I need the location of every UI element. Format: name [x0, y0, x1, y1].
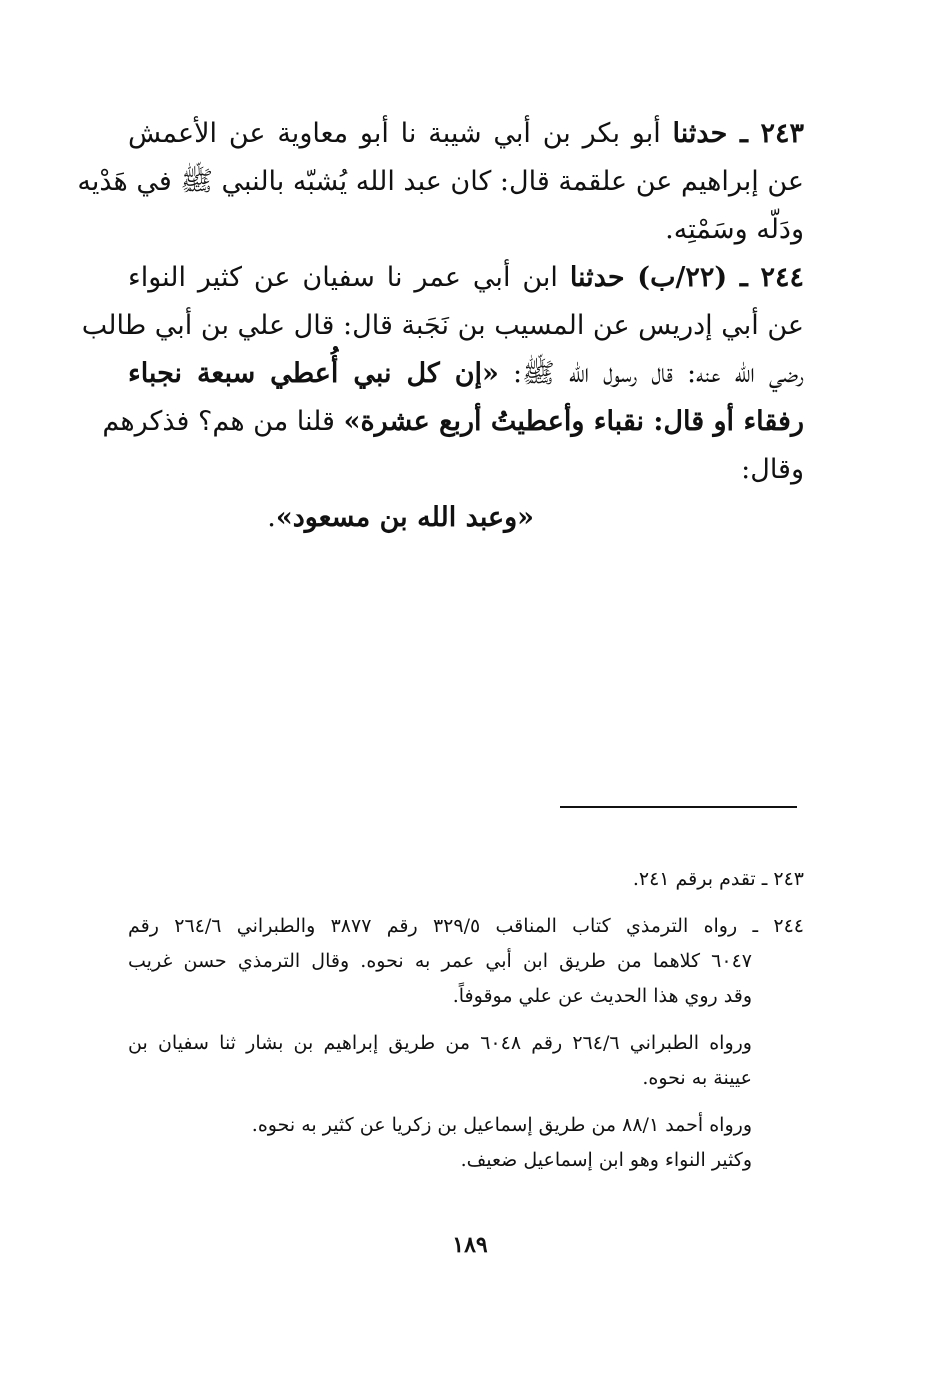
- main-text: [77, 110, 804, 542]
- text-line: [128, 110, 804, 158]
- text-span: ابن أبي عمر نا سفيان عن كثير النواء: [128, 262, 570, 293]
- hadith-number: ٢٤٣ ـ: [727, 118, 804, 149]
- hadith-keyword: حدثنا: [672, 118, 728, 149]
- text-span: ودَلّه وسَمْتِه.: [665, 214, 804, 245]
- text-span: وقال:: [741, 454, 804, 485]
- footnotes: [128, 862, 804, 1178]
- footnote-line: ورواه أحمد ٨٨/١ من طريق إسماعيل بن زكريا عن كثير به نحوه.: [251, 1114, 752, 1136]
- hadith-243: [77, 110, 804, 254]
- text-span: رضي الله عنه: قال رسول الله ﷺ:: [498, 358, 804, 389]
- footnote-243: [128, 862, 804, 897]
- footnote-line: ٢٤٣ ـ تقدم برقم ٢٤١.: [632, 868, 804, 890]
- quote-span: «إن كل نبي أُعطي سبعة نجباء: [128, 358, 499, 389]
- footnote-line: وقد روي هذا الحديث عن علي موقوفاً.: [452, 985, 752, 1007]
- page-number: ١٨٩: [452, 1232, 488, 1258]
- footnote-line: عيينة به نحوه.: [642, 1067, 752, 1089]
- text-line: [128, 254, 804, 302]
- text-line: [77, 158, 804, 206]
- text-span: أبو بكر بن أبي شيبة نا أبو معاوية عن الأعمش: [128, 118, 673, 149]
- footnote-244-ahmad: [128, 1108, 804, 1178]
- footnote-gap: [128, 897, 804, 909]
- footnote-separator: [560, 806, 797, 808]
- text-line: [81, 302, 804, 350]
- footnote-244: [128, 909, 804, 1014]
- text-span: قلنا من هم؟ فذكرهم: [102, 406, 344, 437]
- footnote-line: وكثير النواء وهو ابن إسماعيل ضعيف.: [460, 1149, 752, 1171]
- footnote-gap: [128, 1014, 804, 1026]
- footnote-gap: [128, 1096, 804, 1108]
- footnote-line: ٢٤٤ ـ رواه الترمذي كتاب المناقب ٣٢٩/٥ رقم ٣٨٧٧ والطبراني ٢٦٤/٦ رقم: [128, 915, 805, 937]
- hadith-keyword: حدثنا: [569, 262, 625, 293]
- quote-span: رفقاء أو قال: نقباء وأعطيتُ أربع عشرة»: [343, 406, 804, 437]
- text-line: [128, 350, 804, 398]
- footnote-line: ٦٠٤٧ كلاهما من طريق ابن أبي عمر به نحوه. وقال الترمذي حسن غريب: [128, 950, 752, 972]
- text-span: .: [267, 502, 276, 533]
- hadith-244: [81, 254, 804, 542]
- text-line: [128, 494, 804, 542]
- hadith-number: ٢٤٤ ـ (٢٢/ب): [624, 262, 804, 293]
- text-span: عن إبراهيم عن علقمة قال: كان عبد الله يُشبّه بالنبي ﷺ في هَدْيه: [77, 166, 804, 197]
- text-line: [102, 398, 804, 446]
- quote-span: «وعبد الله بن مسعود»: [275, 502, 534, 533]
- text-span: عن أبي إدريس عن المسيب بن نَجَبة قال: قال علي بن أبي طالب: [81, 310, 804, 341]
- text-line: [128, 446, 804, 494]
- footnote-line: ورواه الطبراني ٢٦٤/٦ رقم ٦٠٤٨ من طريق إبراهيم بن بشار ثنا سفيان بن: [128, 1032, 752, 1054]
- footnote-244-tabarani: [128, 1026, 804, 1096]
- text-line: [128, 206, 804, 254]
